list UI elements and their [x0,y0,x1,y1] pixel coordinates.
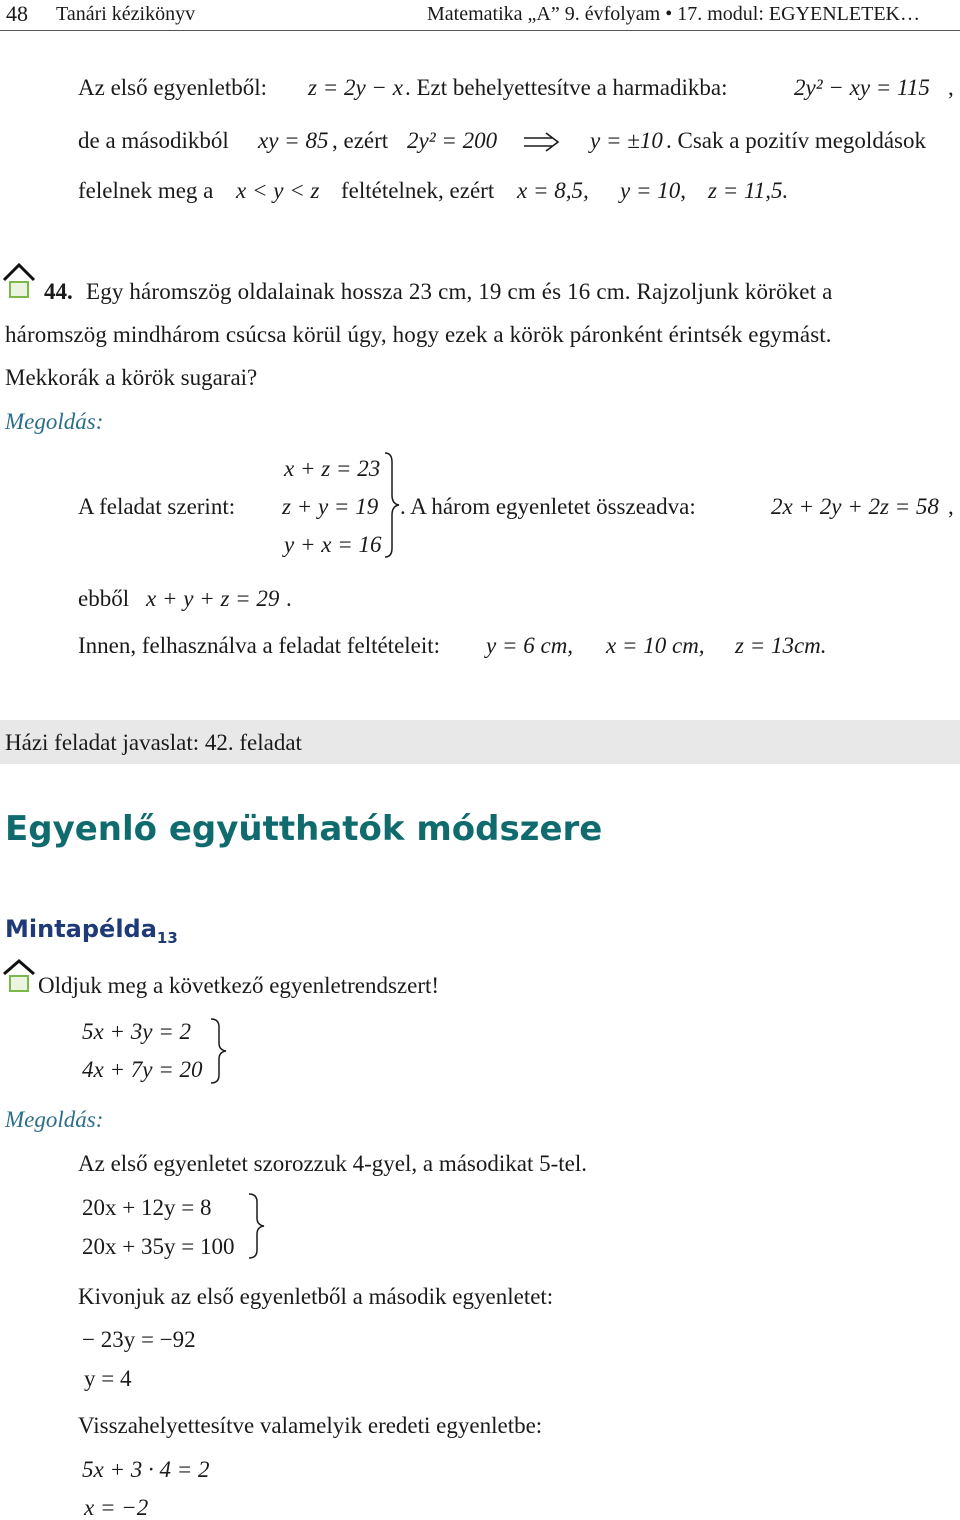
header-right-title: Matematika „A” 9. évfolyam • 17. modul: EGYENLETEK… [427,3,920,25]
task44-ebbol-eq: x + y + z = 29 [146,586,280,611]
prev-line3-eq1: x < y < z [236,178,320,203]
prev-line1-text2: . Ezt behelyettesítve a harmadikba: [405,75,728,100]
prev-line2-eq1: xy = 85 [258,128,329,153]
example-sys2-eq1: 20x + 12y = 8 [82,1195,212,1220]
prev-line1-text: Az első egyenletből: [78,75,268,100]
prev-line3-text2: feltételnek, ezért [341,178,495,203]
example-step1: Az első egyenletet szorozzuk 4-gyel, a másodikat 5-tel. [78,1151,588,1176]
page-number: 48 [6,1,28,26]
prev-line2-text: de a másodikból [78,128,229,153]
task44-ebbol-dot: . [286,586,292,611]
example-system2-brace [246,1191,268,1261]
task44-after-sys: . A három egyenletet összeadva: [400,494,696,519]
house-icon [2,262,36,300]
section-title: Egyenlő együtthatók módszere [5,809,603,849]
example-system-brace [208,1016,230,1086]
prev-line3-eq4: z = 11,5. [708,178,789,203]
example-prompt: Oldjuk meg a következő egyenletrendszert! [38,973,440,998]
prev-line1-eq1: z = 2y − x [308,75,403,100]
task44-sys-eq1: x + z = 23 [284,456,381,481]
homework-text: Házi feladat javaslat: 42. feladat [5,730,302,755]
example-title [5,917,178,946]
prev-line1-comma: , [948,75,954,100]
example-solution-label: Megoldás: [5,1107,104,1132]
example-title-text: Mintapélda [5,915,157,943]
task44-sys-eq2: z + y = 19 [282,494,379,519]
task44-line1: Egy háromszög oldalainak hossza 23 cm, 19 cm és 16 cm. Rajzoljunk köröket a [86,279,833,304]
task44-line3: Mekkorák a körök sugarai? [5,365,258,390]
example-result4: x = −2 [84,1495,149,1520]
header-rule [0,30,960,31]
example-sys-eq1: 5x + 3y = 2 [82,1019,191,1044]
example-result1: − 23y = −92 [82,1327,196,1352]
example-result3: 5x + 3 · 4 = 2 [82,1457,210,1482]
task44-sys-eq3: y + x = 16 [284,532,382,557]
task44-sys-label: A feladat szerint: [78,494,236,519]
house-icon [2,958,36,994]
prev-line2-eq2: 2y² = 200 [407,128,498,153]
task44-sum-comma: , [948,494,954,519]
prev-line2-eq3: y = ±10 [590,128,663,153]
example-sys2-eq2: 20x + 35y = 100 [82,1234,235,1259]
task44-res-x: x = 10 cm, [606,633,705,658]
task44-res-z: z = 13cm. [735,633,827,658]
task44-number: 44. [44,279,73,304]
prev-line3-eq3: y = 10, [620,178,686,203]
example-result2: y = 4 [84,1366,132,1391]
homework-bar [0,720,960,764]
prev-line2-text2: , ezért [332,128,389,153]
task44-ebbol: ebből [78,586,130,611]
task44-sum-eq: 2x + 2y + 2z = 58 [771,494,939,519]
example-step2: Kivonjuk az első egyenletből a második egyenletet: [78,1284,554,1309]
example-step3: Visszahelyettesítve valamelyik eredeti egyenletbe: [78,1413,543,1438]
example-sys-eq2: 4x + 7y = 20 [82,1057,203,1082]
prev-line3-eq2: x = 8,5, [517,178,589,203]
header-left-title: Tanári kézikönyv [56,3,196,25]
prev-line1-eq2: 2y² − xy = 115 [794,75,930,100]
task44-solution-label: Megoldás: [5,409,104,434]
task44-res-y: y = 6 cm, [486,633,574,658]
task44-innen: Innen, felhasználva a feladat feltételeit: [78,633,441,658]
prev-line2-text3: . Csak a pozitív megoldások [666,128,926,153]
prev-line3-text: felelnek meg a [78,178,214,203]
task44-line2: háromszög mindhárom csúcsa körül úgy, hogy ezek a körök páronként érintsék egymást. [5,322,832,347]
implies-arrow-icon [522,132,562,152]
system-brace [382,450,402,560]
example-title-number: 13 [156,928,178,947]
